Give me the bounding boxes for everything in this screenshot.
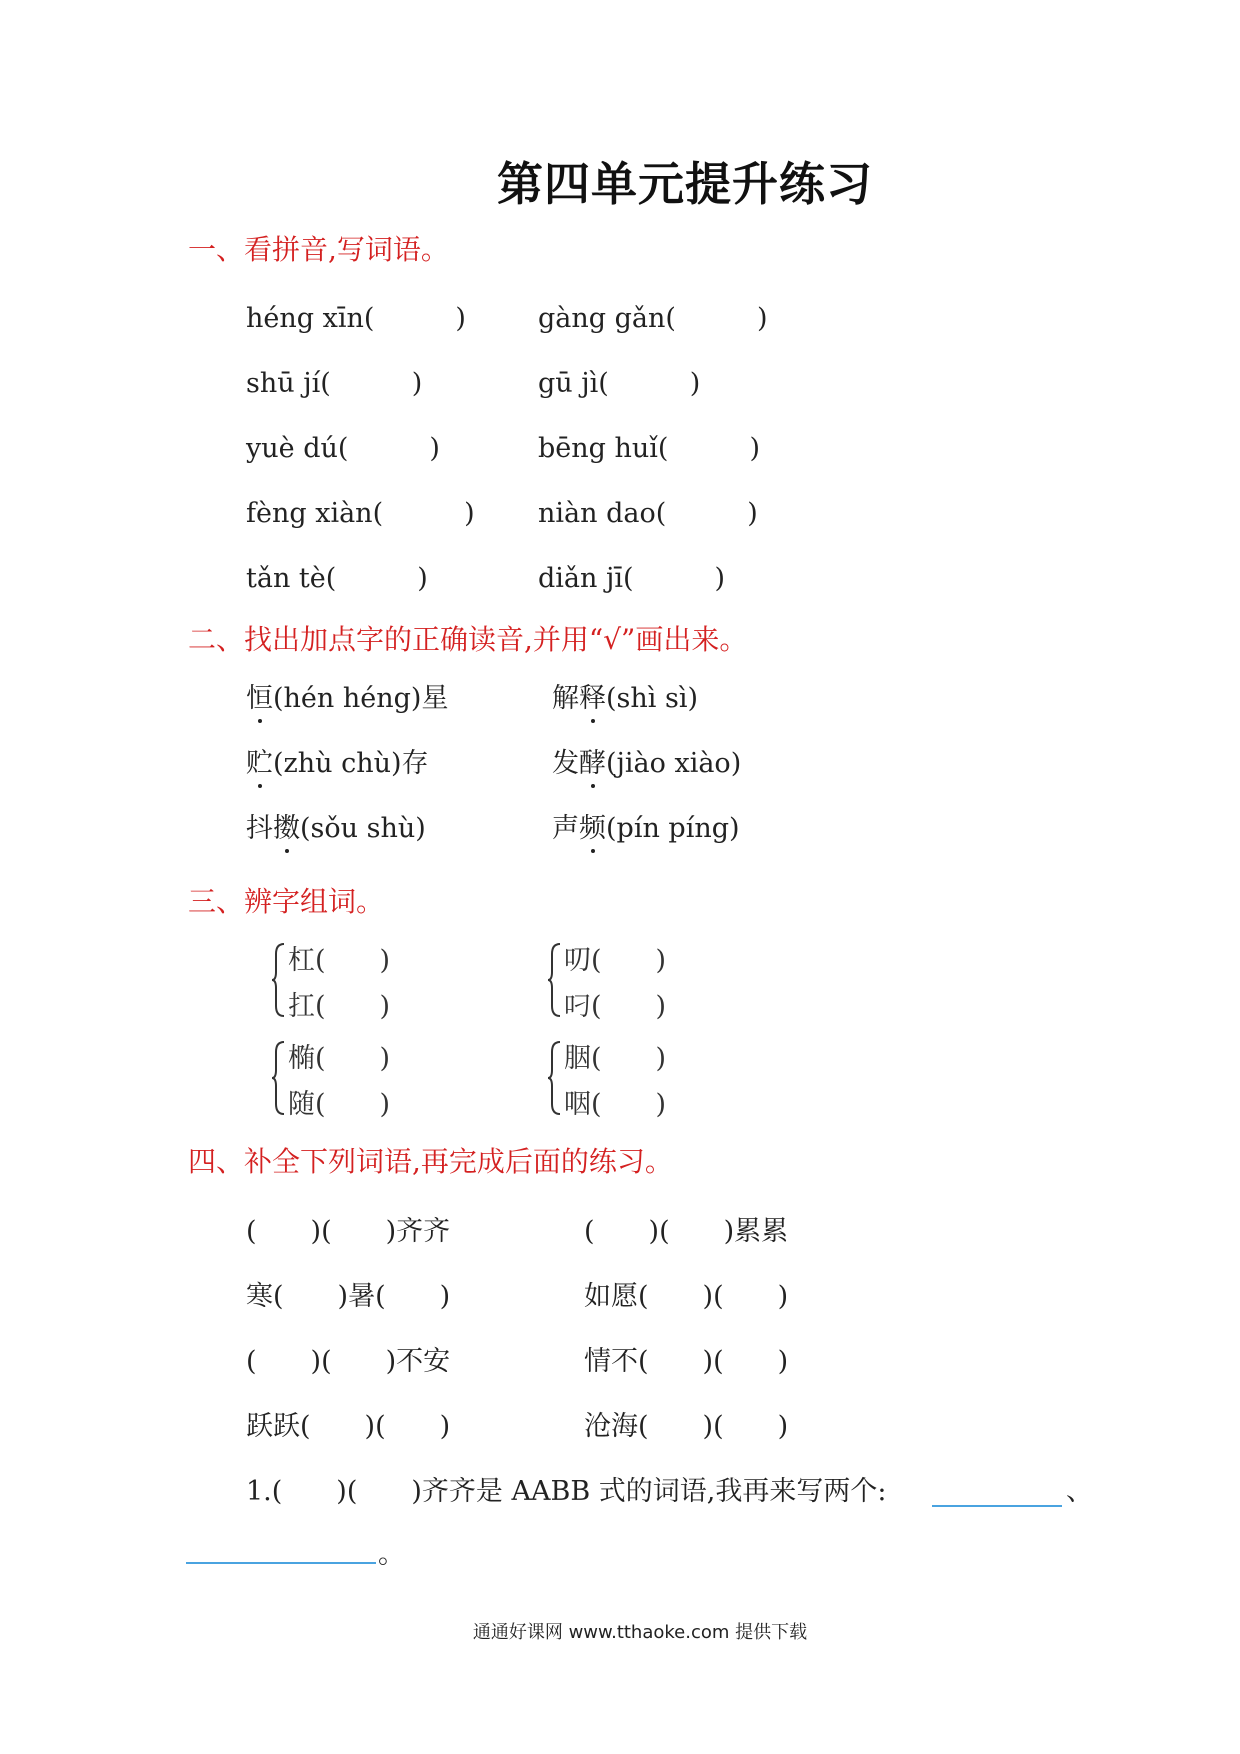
word-group-item: 叼( ) — [564, 991, 667, 1022]
question-1-separator: 、 — [1066, 1476, 1093, 1507]
pinyin-item: shū jí( ) — [246, 368, 423, 399]
pinyin-item: gū jì( ) — [538, 368, 701, 399]
section-3-heading: 三、辨字组词。 — [188, 885, 385, 918]
pinyin-item: yuè dú( ) — [246, 433, 440, 464]
question-1-text: 1.( )( )齐齐是 AABB 式的词语,我再来写两个: — [246, 1476, 887, 1507]
section-2-heading: 二、找出加点字的正确读音,并用“√”画出来。 — [188, 623, 748, 656]
reading-item — [552, 806, 740, 845]
word-group-item: 咽( ) — [564, 1089, 667, 1120]
dotted-char: 擞 — [273, 806, 300, 845]
reading-options: (zhù chù)存 — [273, 748, 429, 779]
dotted-char: 频 — [579, 806, 606, 845]
dotted-char: 恒 — [246, 676, 273, 715]
word-group-item: 叨( ) — [564, 945, 667, 976]
brace-icon — [272, 1040, 286, 1116]
reading-options: (sǒu shù) — [300, 813, 426, 844]
reading-pre: 发 — [552, 748, 579, 779]
page-title: 第四单元提升练习 — [497, 157, 873, 211]
reading-options: (pín píng) — [606, 813, 740, 844]
reading-item — [552, 676, 698, 715]
pinyin-item: fèng xiàn( ) — [246, 498, 475, 529]
idiom-item: ( )( )齐齐 — [246, 1216, 451, 1247]
brace-icon — [548, 1040, 562, 1116]
reading-item — [246, 676, 448, 715]
reading-item — [246, 741, 429, 780]
idiom-item: 如愿( )( ) — [584, 1281, 789, 1312]
reading-item — [552, 741, 741, 780]
pinyin-item: gàng gǎn( ) — [538, 303, 768, 334]
dotted-char: 贮 — [246, 741, 273, 780]
idiom-item: 寒( )暑( ) — [246, 1281, 451, 1312]
pinyin-item: diǎn jī( ) — [538, 563, 726, 594]
idiom-item: 沧海( )( ) — [584, 1411, 789, 1442]
section-1-heading: 一、看拼音,写词语。 — [188, 233, 449, 266]
brace-icon — [272, 942, 286, 1018]
answer-blank-2[interactable] — [186, 1562, 376, 1564]
pinyin-item: niàn dao( ) — [538, 498, 758, 529]
brace-icon — [548, 942, 562, 1018]
reading-item — [246, 806, 426, 845]
section-4-heading: 四、补全下列词语,再完成后面的练习。 — [188, 1145, 673, 1178]
footer-text: 通通好课网 www.tthaoke.com 提供下载 — [472, 1622, 808, 1643]
idiom-item: ( )( )不安 — [246, 1346, 451, 1377]
reading-options: (shì sì) — [606, 683, 699, 714]
word-group-item: 椭( ) — [288, 1043, 391, 1074]
reading-options: (jiào xiào) — [606, 748, 742, 779]
reading-pre: 抖 — [246, 813, 273, 844]
reading-pre: 声 — [552, 813, 579, 844]
idiom-item: 跃跃( )( ) — [246, 1411, 451, 1442]
reading-options: (hén héng)星 — [273, 683, 449, 714]
pinyin-item: héng xīn( ) — [246, 303, 466, 334]
word-group-item: 杠( ) — [288, 945, 391, 976]
word-group-item: 扛( ) — [288, 991, 391, 1022]
idiom-item: ( )( )累累 — [584, 1216, 789, 1247]
question-1-end: 。 — [378, 1539, 405, 1570]
dotted-char: 释 — [579, 676, 606, 715]
word-group-item: 随( ) — [288, 1089, 391, 1120]
pinyin-item: tǎn tè( ) — [246, 563, 428, 594]
idiom-item: 情不( )( ) — [584, 1346, 789, 1377]
dotted-char: 酵 — [579, 741, 606, 780]
word-group-item: 胭( ) — [564, 1043, 667, 1074]
pinyin-item: bēng huǐ( ) — [538, 433, 760, 464]
answer-blank-1[interactable] — [932, 1505, 1062, 1507]
reading-pre: 解 — [552, 683, 579, 714]
